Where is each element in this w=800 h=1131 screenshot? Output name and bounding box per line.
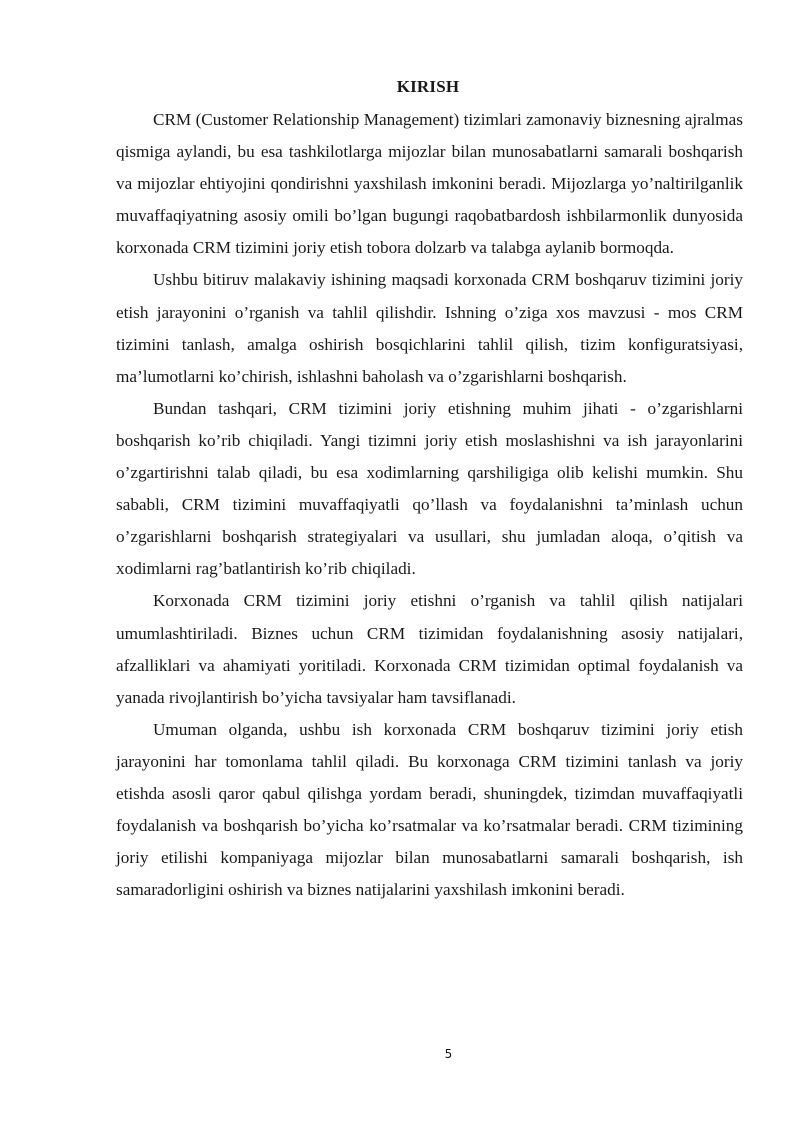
paragraph-5: Umuman olganda, ushbu ish korxonada CRM boshqaruv tizimini joriy etish jarayonini har tomonlama tahlil qiladi. Bu korxonaga CRM tizimini tanlash va joriy etishda asosli qaror qabul qilishga yordam beradi, shuningdek, tizimdan muvaffaqiyatli foydalanish va boshqarish bo’yicha ko’rsatmalar va ko’rsatmalar beradi. CRM tizimining joriy etilishi kompaniyaga mijozlar bilan munosabatlarni samarali boshqarish, ish samaradorligini oshirish va biznes natijalarini yaxshilash imkonini beradi. <box>116 719 743 900</box>
paragraph-4: Korxonada CRM tizimini joriy etishni o’rganish va tahlil qilish natijalari umumlashtiriladi. Biznes uchun CRM tizimidan foydalanishning asosiy natijalari, afzalliklari va ahamiyati yoritiladi. Korxonada CRM tizimidan optimal foydalanish va yanada rivojlantirish bo’yicha tavsiyalar ham tavsiflanadi. <box>116 591 743 707</box>
section-heading: KIRISH <box>396 77 460 96</box>
body-text <box>116 104 743 906</box>
paragraph-2: Ushbu bitiruv malakaviy ishining maqsadi korxonada CRM boshqaruv tizimini joriy etish jarayonini o’rganish va tahlil qilishdir. Ishning o’ziga xos mavzusi - mos CRM tizimini tanlash, amalga oshirish bosqichlarini tahlil qilish, tizim konfiguratsiyasi, ma’lumotlarni ko’chirish, ishlashni baholash va o’zgarishlarni boshqarish. <box>116 270 743 386</box>
paragraph-1: CRM (Customer Relationship Management) tizimlari zamonaviy biznesning ajralmas qismiga aylandi, bu esa tashkilotlarga mijozlar bilan munosabatlarni samarali boshqarish va mijozlar ehtiyojini qondirishni yaxshilash imkonini beradi. Mijozlarga yo’naltirilganlik muvaffaqiyatning asosiy omili bo’lgan bugungi raqobatbardosh ishbilarmonlik dunyosida korxonada CRM tizimini joriy etish tobora dolzarb va talabga aylanib bormoqda. <box>116 110 743 258</box>
paragraph-3: Bundan tashqari, CRM tizimini joriy etishning muhim jihati - o’zgarishlarni boshqarish ko’rib chiqiladi. Yangi tizimni joriy etish moslashishni va ish jarayonlarini o’zgartirishni talab qiladi, bu esa xodimlarning qarshiligiga olib kelishi mumkin. Shu sababli, CRM tizimini muvaffaqiyatli qo’llash va foydalanishni ta’minlash uchun o’zgarishlarni boshqarish strategiyalari va usullari, shu jumladan aloqa, o’qitish va xodimlarni rag’batlantirish ko’rib chiqiladi. <box>116 398 743 579</box>
page-number: 5 <box>444 1047 453 1061</box>
